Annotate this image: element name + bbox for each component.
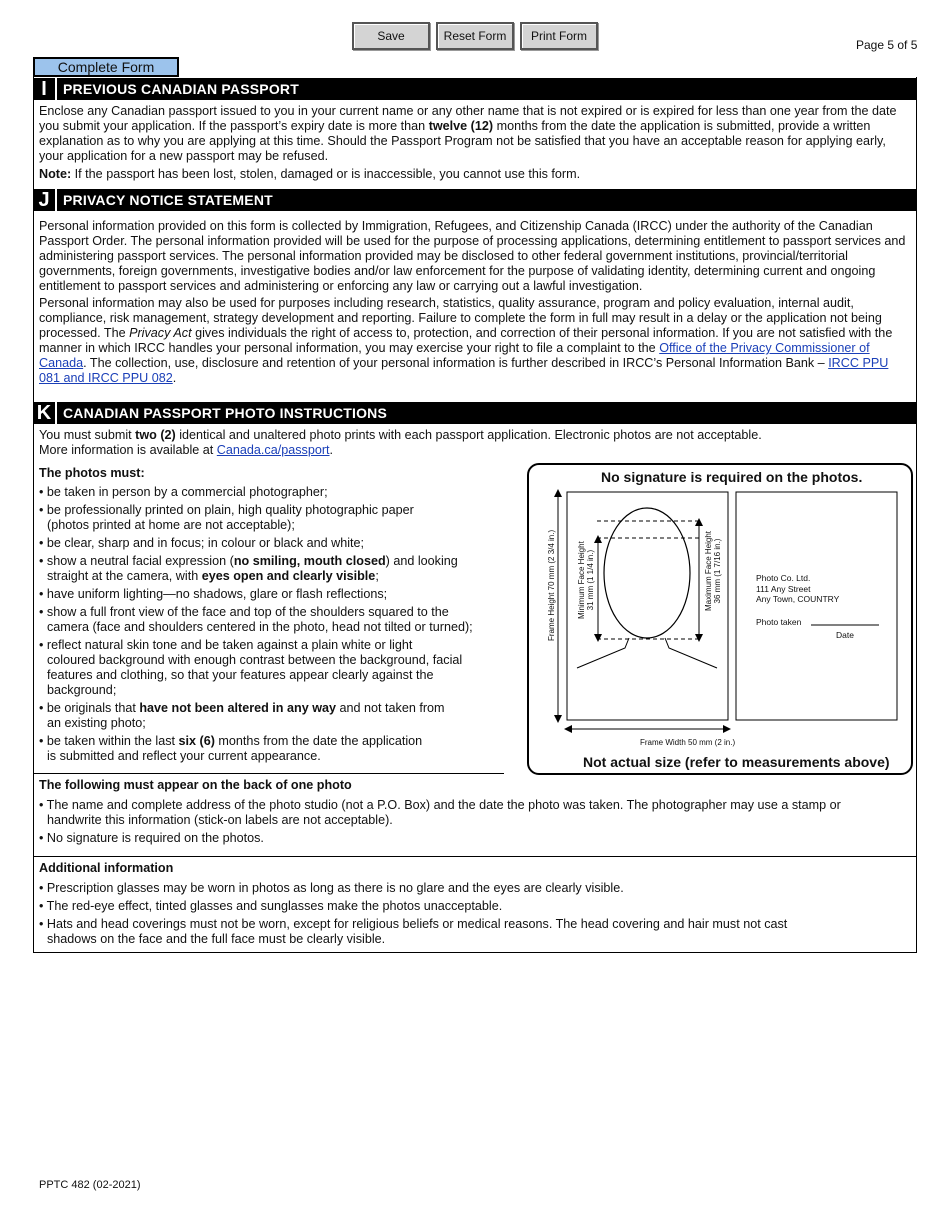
studio-address: Photo Co. Ltd. 111 Any Street Any Town, COUNTRY xyxy=(756,573,840,604)
section-title: CANADIAN PASSPORT PHOTO INSTRUCTIONS xyxy=(63,404,388,421)
reset-form-button[interactable]: Reset Form xyxy=(436,22,514,50)
requirements-heading: The photos must: xyxy=(39,466,145,480)
privacy-commissioner-link[interactable]: Office of the Privacy Commissioner of Canada xyxy=(39,341,870,370)
section-title: PREVIOUS CANADIAN PASSPORT xyxy=(63,80,299,97)
divider xyxy=(33,773,504,774)
additional-info-section xyxy=(39,861,909,950)
list-item: • show a full front view of the face and top of the shoulders squared to the camera (face and shoulders centered in the photo, head not tilted or turned); xyxy=(39,605,473,634)
diagram-bottom-caption: Not actual size (refer to measurements above) xyxy=(583,754,890,770)
list-item: • be originals that have not been altered in any way and not taken from an existing photo; xyxy=(39,701,445,730)
list-item: • reflect natural skin tone and be taken against a plain white or light coloured background with enough contrast between the background, facial features and clothing, so that your features appear clearly against the background; xyxy=(39,638,463,697)
list-item: • show a neutral facial expression (no smiling, mouth closed) and looking straight at the camera, with eyes open and clearly visible; xyxy=(39,554,458,583)
complete-form-button[interactable]: Complete Form xyxy=(33,57,179,77)
print-form-button[interactable]: Print Form xyxy=(520,22,598,50)
list-item: • The red-eye effect, tinted glasses and sunglasses make the photos unacceptable. xyxy=(39,899,503,913)
additional-heading: Additional information xyxy=(39,861,174,875)
list-item: • be clear, sharp and in focus; in colour or black and white; xyxy=(39,536,365,550)
frame-width-label: Frame Width 50 mm (2 in.) xyxy=(640,738,736,747)
section-i-note: Note: If the passport has been lost, stolen, damaged or is inaccessible, you cannot use this form. xyxy=(39,167,581,181)
photo-dimensions-diagram xyxy=(529,465,911,773)
section-i-header xyxy=(33,78,917,100)
list-item: • have uniform lighting—no shadows, glare or flash reflections; xyxy=(39,587,388,601)
min-face-label: Minimum Face Height 31 mm (1 1/4 in.) xyxy=(577,541,595,619)
list-item: • be taken in person by a commercial photographer; xyxy=(39,485,328,499)
diagram-top-caption: No signature is required on the photos. xyxy=(601,469,863,485)
photo-taken-label: Photo taken xyxy=(756,617,802,627)
list-item: • be professionally printed on plain, high quality photographic paper (photos printed at home are not acceptable); xyxy=(39,503,414,532)
ircc-ppu-link[interactable]: IRCC PPU 081 and IRCC PPU 082 xyxy=(39,356,889,385)
section-letter: J xyxy=(33,189,57,211)
list-item: • be taken within the last six (6) months from the date the application is submitted and reflect your current appearance. xyxy=(39,734,423,763)
frame-height-label: Frame Height 70 mm (2 3/4 in.) xyxy=(547,529,556,641)
list-item: • Hats and head coverings must not be worn, except for religious beliefs or medical reasons. The head covering and hair must not cast shadows on the face and the full face must be clearly visible. xyxy=(39,917,788,946)
canada-passport-link[interactable]: Canada.ca/passport xyxy=(216,443,330,457)
right-shoulder xyxy=(665,638,717,668)
toolbar xyxy=(352,22,598,50)
list-item: • The name and complete address of the photo studio (not a P.O. Box) and the date the photo was taken. The photographer may use a stamp or handwrite this information (stick-on labels are not acceptable). xyxy=(39,798,841,827)
max-face-label: Maximum Face Height 36 mm (1 7/16 in.) xyxy=(704,530,722,611)
section-letter: I xyxy=(33,78,57,100)
face-outline xyxy=(604,508,690,638)
privacy-paragraph-1: Personal information provided on this form is collected by Immigration, Refugees, and Citizenship Canada (IRCC) under the authority of the Canadian Passport Order. The personal information provided will be used for the purpose of processing applications, determining entitlement to passport services and administering passport services. The personal information provided may be disclosed to other federal government institutions, provincial/territorial governments, foreign governments, investigative bodies and/or law enforcement for the purpose of validating identity, determining current and ongoing entitlement to passport services and administering or enforcing any law or carrying out a lawful investigation. xyxy=(39,219,906,293)
privacy-paragraph-2: Personal information may also be used for purposes including research, statistics, quality assurance, program and policy evaluation, internal audit, compliance, risk management, strategy development and reporting. Failure to complete the form in full may result in a delay or the application not being processed. The Privacy Act gives individuals the right of access to, protection, and correction of their personal information. If you are not satisfied with the manner in which IRCC handles your personal information, you may exercise your right to file a complaint to the Office of the Privacy Commissioner of Canada. The collection, use, disclosure and retention of your personal information is further described in IRCC’s Personal Information Bank – IRCC PPU 081 and IRCC PPU 082. xyxy=(39,296,893,385)
photo-intro: You must submit two (2) identical and unaltered photo prints with each passport application. Electronic photos are not acceptable. More information is available at Canada.ca/passport. xyxy=(39,428,762,457)
left-shoulder xyxy=(577,638,629,668)
form-code: PPTC 482 (02-2021) xyxy=(39,1179,141,1191)
date-label: Date xyxy=(836,630,854,640)
section-title: PRIVACY NOTICE STATEMENT xyxy=(63,191,273,208)
back-heading: The following must appear on the back of one photo xyxy=(39,778,352,792)
photo-diagram xyxy=(527,463,913,775)
section-i-paragraph: Enclose any Canadian passport issued to you in your current name or any other name that is not expired or is expired for less than one year from the date you submit your application. If the passport’s expiry date is more than twelve (12) months from the date the application is submitted, provide a written explanation as to why you are applying at this time. Should the Passport Program not be satisfied that you have an acceptable reason for applying early, your application for a new passport may be refused. xyxy=(39,104,897,163)
photo-back-frame xyxy=(736,492,897,720)
save-button[interactable]: Save xyxy=(352,22,430,50)
section-letter: K xyxy=(33,402,57,424)
back-of-photo-section xyxy=(39,778,909,849)
divider xyxy=(33,856,917,857)
section-k-header xyxy=(33,402,917,424)
photo-requirements-list xyxy=(39,466,479,767)
list-item: • Prescription glasses may be worn in photos as long as there is no glare and the eyes are clearly visible. xyxy=(39,881,624,895)
list-item: • No signature is required on the photos. xyxy=(39,831,264,845)
page-number: Page 5 of 5 xyxy=(856,38,918,52)
section-j-header xyxy=(33,189,917,211)
